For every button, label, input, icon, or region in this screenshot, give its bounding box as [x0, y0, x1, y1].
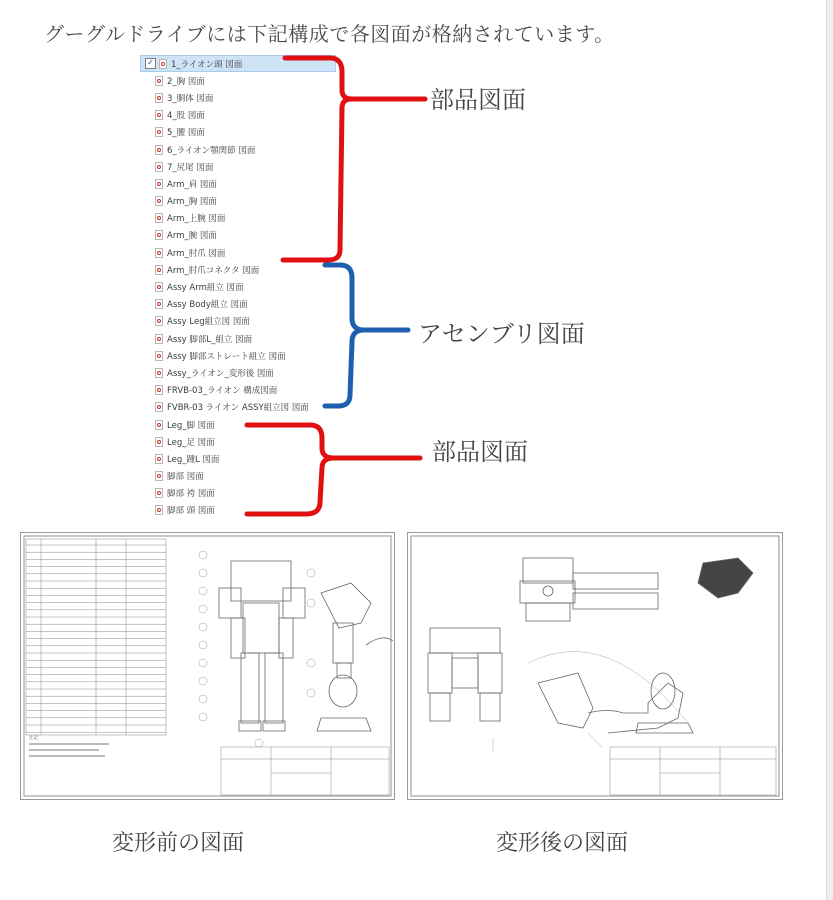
bracket-parts-top — [283, 58, 425, 260]
file-name: Assy 脚部ストレート組立 図面 — [167, 351, 286, 362]
file-name: Leg_脚 図面 — [167, 420, 215, 431]
file-name: Arm_腕 図面 — [167, 231, 217, 242]
file-name: 1_ライオン頭 図面 — [171, 59, 243, 70]
label-assembly: アセンブリ図面 — [418, 320, 585, 348]
svg-text:注記: 注記 — [29, 736, 38, 741]
file-name: Assy Arm組立 図面 — [167, 283, 244, 294]
file-name: 5_腰 図面 — [167, 128, 205, 139]
file-name: Leg_足 図面 — [167, 437, 215, 448]
drawing-after-svg — [408, 533, 782, 799]
file-name: 脚部 袴 図面 — [167, 489, 215, 500]
file-name: Assy Body組立 図面 — [167, 300, 248, 311]
file-name: Arm_肘爪 図面 — [167, 248, 226, 259]
file-name: 脚部 図面 — [167, 472, 204, 483]
file-name: Assy_ライオン_変形後 図面 — [167, 368, 274, 379]
page-edge — [826, 0, 833, 900]
drawing-after-transform — [407, 532, 783, 800]
bracket-parts-bottom — [247, 425, 420, 514]
caption-before-transform: 変形前の図面 — [112, 831, 245, 856]
file-name: 3_胴体 図面 — [167, 93, 214, 104]
checkbox-icon[interactable]: ✓ — [145, 58, 156, 69]
file-name: 4_股 図面 — [167, 111, 205, 122]
file-name: Arm_肘爪コネクタ 図面 — [167, 265, 260, 276]
label-parts-top: 部品図面 — [430, 86, 526, 114]
file-name: FVBR-03 ライオン ASSY組立図 図面 — [167, 403, 309, 414]
file-name: 脚部 頭 図面 — [167, 506, 215, 517]
file-name: Arm_上腕 図面 — [167, 214, 226, 225]
label-parts-bottom: 部品図面 — [432, 438, 528, 466]
bracket-assembly — [325, 265, 408, 406]
file-name: Leg_踵L 図面 — [167, 454, 220, 465]
file-name: Arm_胸 図面 — [167, 197, 217, 208]
file-name: Assy Leg組立図 図面 — [167, 317, 250, 328]
file-name: 6_ライオン顎関節 図面 — [167, 145, 256, 156]
caption-after-transform: 変形後の図面 — [496, 831, 629, 856]
file-name: 2_胸 図面 — [167, 76, 205, 87]
file-name: FRVB-03_ライオン 構成図面 — [167, 386, 278, 397]
header-description: グーグルドライブには下記構成で各図面が格納されています。 — [44, 22, 615, 46]
file-name: Arm_肩 図面 — [167, 179, 217, 190]
file-name: Assy 脚部L_組立 図面 — [167, 334, 253, 345]
drawing-before-transform — [20, 532, 395, 800]
file-name: 7_尻尾 図面 — [167, 162, 214, 173]
drawing-before-svg — [21, 533, 394, 799]
